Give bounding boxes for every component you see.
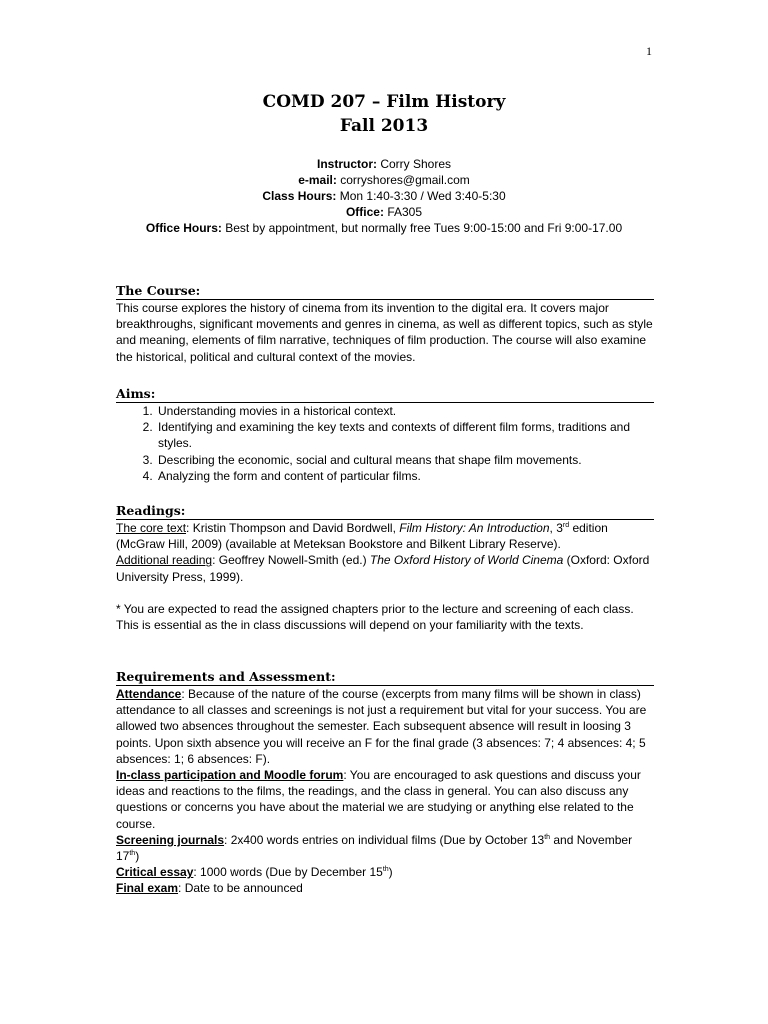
office-line: Office: FA305 (345, 205, 423, 219)
class-hours-line: Class Hours: Mon 1:40-3:30 / Wed 3:40-5:30 (262, 189, 506, 203)
course-term: Fall 2013 (339, 116, 429, 136)
aims-list (116, 403, 654, 484)
core-text-paragraph: The core text: Kristin Thompson and David Bordwell, Film History: An Introduction, 3rd edition (McGraw Hill, 2009) (available at Meteksan Bookstore and Bilkent Library Reserve). (116, 521, 608, 552)
section-title: Aims: (116, 386, 654, 403)
course-description: This course explores the history of cinema from its invention to the digital era. It covers major breakthroughs, significant movements and genres in cinema, as well as different topics, such as style and meaning, elements of film narrative, techniques of film production. The course will also examine the historical, political and cultural context of the movies. (116, 301, 653, 364)
essay-paragraph: Critical essay: 1000 words (Due by December 15th) (116, 865, 393, 880)
list-item: 2. Identifying and examining the key texts and contexts of different film forms, traditions and styles. (156, 419, 654, 451)
attendance-paragraph: Attendance: Because of the nature of the course (excerpts from many films will be shown in class) attendance to all classes and screenings is not just a requirement but vital for your success. You are allowed two absences throughout the semester. Each subsequent absence will result in loosing 3 points. Upon sixth absence you will receive an F for the final grade (3 absences: 7; 4 absences: 4; 5 absences: 1; 6 absences: F). (116, 687, 647, 766)
section-title: The Course: (116, 283, 654, 300)
instructor-line: Instructor: Corry Shores (316, 157, 452, 171)
section-course (116, 283, 654, 365)
email-line: e-mail: corryshores@gmail.com (298, 173, 470, 187)
reading-note: * You are expected to read the assigned chapters prior to the lecture and screening of each class. This is essential as the in class discussions will depend on your familiarity with the texts. (116, 601, 634, 633)
course-title: COMD 207 – Film History (262, 92, 506, 112)
list-item: 3. Describing the economic, social and cultural means that shape film movements. (156, 452, 654, 468)
section-title: Requirements and Assessment: (116, 669, 654, 686)
document-header (0, 90, 768, 236)
section-title: Readings: (116, 503, 654, 520)
participation-paragraph: In-class participation and Moodle forum: You are encouraged to ask questions and discuss your ideas and reactions to the films, the readings, and the class in general. You can also discuss any questions or concerns you have about the material we are studying or anything else related to the course. (116, 768, 641, 831)
course-info (0, 156, 768, 236)
office-hours-line: Office Hours: Best by appointment, but normally free Tues 9:00-15:00 and Fri 9:00-17.00 (145, 221, 623, 235)
page-number: 1 (646, 44, 652, 58)
list-item: 1. Understanding movies in a historical context. (156, 403, 654, 419)
list-item: 4. Analyzing the form and content of particular films. (156, 468, 654, 484)
section-readings (116, 503, 654, 633)
section-requirements (116, 669, 654, 897)
journals-paragraph: Screening journals: 2x400 words entries on individual films (Due by October 13th and November 17th) (116, 832, 633, 864)
exam-paragraph: Final exam: Date to be announced (116, 881, 303, 896)
additional-reading-paragraph: Additional reading: Geoffrey Nowell-Smith (ed.) The Oxford History of World Cinema (Oxford: Oxford University Press, 1999). (116, 553, 650, 584)
section-aims (116, 386, 654, 484)
